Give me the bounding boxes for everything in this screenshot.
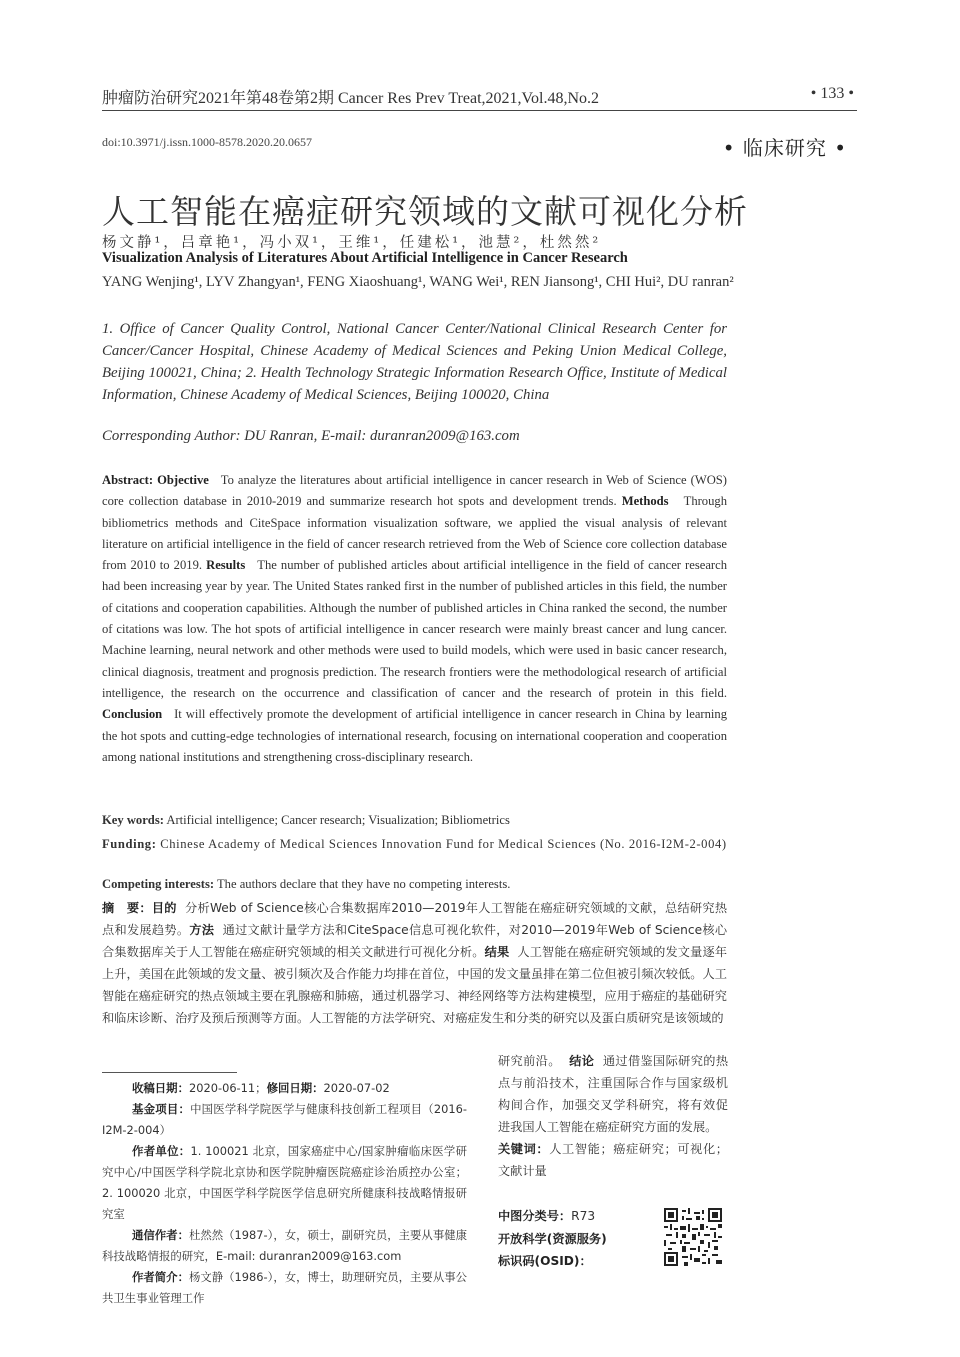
section-tag: • 临床研究 • xyxy=(722,136,847,160)
keywords-english xyxy=(102,813,727,828)
footnote-rule xyxy=(102,1072,237,1073)
funding-english xyxy=(102,834,727,856)
objective-text: To analyze the literatures about artificial intelligence in cancer research in Web of Science (WOS) core collection database in 2010-2019 and summarize research hot spots and development trends. xyxy=(102,473,727,509)
keywords-label: Key words: xyxy=(102,813,164,827)
title-english: Visualization Analysis of Literatures About Artificial Intelligence in Cancer Research xyxy=(102,250,628,266)
fund-label: 基金项目： xyxy=(132,1102,191,1116)
cn-methods-label: 方法 xyxy=(189,923,215,937)
corr-label: 通信作者： xyxy=(132,1228,189,1242)
authors-chinese: 杨文静¹，吕章艳¹，冯小双¹，王维¹，任建松¹，池慧²，杜然然² xyxy=(102,235,602,251)
cn-keywords-text: 人工智能；癌症研究；可视化；文献计量 xyxy=(498,1142,728,1178)
open-science-label: 开放科学(资源服务) xyxy=(498,1231,607,1246)
cn-keywords-label: 关键词： xyxy=(498,1142,550,1156)
revised-label: 修回日期： xyxy=(266,1081,324,1095)
abstract-chinese xyxy=(102,897,727,1029)
cn-abstract-label: 摘 要： xyxy=(102,901,152,915)
results-label: Results xyxy=(206,558,246,573)
competing-interests xyxy=(102,877,727,892)
corresponding-author: Corresponding Author: DU Ranran, E-mail: duranran2009@163.com xyxy=(102,428,520,444)
journal-header: 肿瘤防治研究2021年第48卷第2期 Cancer Res Prev Treat,2021,Vol.48,No.2 xyxy=(102,90,600,107)
cn-conclusion-label: 结论 xyxy=(569,1054,595,1068)
fund-line xyxy=(102,1099,467,1141)
abstract-label: Abstract: xyxy=(102,473,154,487)
cn-results-label: 结果 xyxy=(484,945,510,959)
cn-results-text: 人工智能在癌症研究领域的发文量逐年上升，美国在此领域的发文量、被引频次及合作能力均排在首位，中国的发文量虽排在第二位但被引频次较低。人工智能在癌症研究的热点领域主要在乳腺癌和肺癌，通过机器学习、神经网络等方法构建模型，应用于癌症的基础研究和临床诊断、治疗及预后预测等方面。人工智能的方法学研究、对癌症发生和分类的研究以及蛋白质研究是该领域的 xyxy=(102,945,728,1025)
competing-text: The authors declare that they have no competing interests. xyxy=(216,877,511,891)
doi: doi:10.3971/j.issn.1000-8578.2020.20.0657 xyxy=(102,135,313,149)
conclusion-label: Conclusion xyxy=(102,707,163,722)
abstract-english xyxy=(102,470,727,768)
results-text: The number of published articles about artificial intelligence in the field of cancer research had been increasing year by year. The United States ranked first in the number of published articles in this field, the number of citations and cooperation capabilities. Although the number of published articles in China ranked the second, the number of citations was low. The hot spots of artificial intelligence in cancer research were mainly breast cancer and lung cancer. Machine learning, neural network and other methods were used to build models, which were used in basic cancer research, clinical diagnosis, treatment and prognosis prediction. The research frontiers were the methodological research of artificial intelligence, the research on the occurrence and classification of cancer and the research of protein in this field. xyxy=(102,558,727,700)
abstract-chinese-continued xyxy=(498,1050,728,1182)
classification-value: R73 xyxy=(571,1209,596,1223)
fund-text: 中国医学科学院医学与健康科技创新工程项目（2016-I2M-2-004） xyxy=(102,1102,467,1137)
affiliations: 1. Office of Cancer Quality Control, National Cancer Center/National Clinical Research Center for Cancer/Cancer Hospital, Chinese Academy of Medical Sciences and Peking Union Medical College, Beijing 100021, China; 2. Health Technology Strategic Information Research Office, Institute of Medical Information, Chinese Academy of Medical Sciences, Beijing 100020, China xyxy=(102,321,727,403)
received-label: 收稿日期： xyxy=(132,1081,189,1095)
received-date: 2020-06-11； xyxy=(188,1081,267,1095)
corr-text: 杜然然（1987-），女，硕士，副研究员，主要从事健康科技战略情报的研究，E-mail: duranran2009@163.com xyxy=(102,1228,467,1263)
classification-label: 中图分类号： xyxy=(498,1209,572,1223)
keywords-text: Artificial intelligence; Cancer research; Visualization; Bibliometrics xyxy=(166,813,510,827)
header-rule xyxy=(102,110,857,111)
methods-label: Methods xyxy=(621,494,669,509)
osid-label: 标识码(OSID)： xyxy=(498,1254,592,1268)
cn-conclusion-text: 通过借鉴国际研究的热点与前沿技术，注重国际合作与国家级机构间合作，加强交叉学科研究，将有效促进我国人工智能在癌症研究方面的发展。 xyxy=(498,1054,729,1134)
page-number: • 133 • xyxy=(810,85,854,102)
unit-line xyxy=(102,1141,467,1225)
title-chinese: 人工智能在癌症研究领域的文献可视化分析 xyxy=(102,192,748,231)
cn-objective-text: 分析Web of Science核心合集数据库2010—2019年人工智能在癌症研究领域的文献，总结研究热点和发展趋势。 xyxy=(102,901,728,937)
bio-line xyxy=(102,1267,467,1309)
footnotes xyxy=(102,1078,467,1309)
competing-label: Competing interests: xyxy=(102,877,215,891)
funding-label: Funding: xyxy=(102,837,157,851)
funding-text: Chinese Academy of Medical Sciences Innovation Fund for Medical Sciences (No. 2016-I2M-2-004) xyxy=(160,837,727,851)
classification-block xyxy=(498,1205,658,1273)
cn-results-tail: 研究前沿。 xyxy=(498,1054,561,1068)
osid-qr-code[interactable] xyxy=(664,1208,722,1266)
received-line xyxy=(102,1078,467,1099)
conclusion-text: It will effectively promote the development of artificial intelligence in cancer research in China by learning the hot spots and cutting-edge technologies of international research, focusing on international cooperation and cooperation among national institutions and strengthening cross-disciplinary research. xyxy=(102,707,727,764)
unit-label: 作者单位： xyxy=(132,1144,191,1158)
bio-text: 杨文静（1986-），女，博士，助理研究员，主要从事公共卫生事业管理工作 xyxy=(102,1270,467,1305)
corr-line xyxy=(102,1225,467,1267)
methods-text: Through bibliometrics methods and CiteSpace information visualization software, we applied the visual analysis of relevant literature on artificial intelligence in the field of cancer research retrieved from the Web of Science core collection database from 2010 to 2019. xyxy=(102,494,727,573)
cn-objective-label: 目的 xyxy=(151,901,177,915)
cn-methods-text: 通过文献计量学方法和CiteSpace信息可视化软件，对2010—2019年Web of Science核心合集数据库关于人工智能在癌症研究领域的相关文献进行可视化分析。 xyxy=(102,923,728,959)
bio-label: 作者简介： xyxy=(132,1270,189,1284)
revised-date: 2020-07-02 xyxy=(323,1081,390,1095)
unit-text: 1. 100021 北京，国家癌症中心/国家肿瘤临床医学研究中心/中国医学科学院北京协和医学院肿瘤医院癌症诊治质控办公室；2. 100020 北京，中国医学科学院医学信息研究所健康科技战略情报研究室 xyxy=(102,1144,467,1221)
authors-english: YANG Wenjing¹, LYV Zhangyan¹, FENG Xiaoshuang¹, WANG Wei¹, REN Jiansong¹, CHI Hui², DU ranran² xyxy=(102,274,734,290)
objective-label: Objective xyxy=(157,473,209,487)
